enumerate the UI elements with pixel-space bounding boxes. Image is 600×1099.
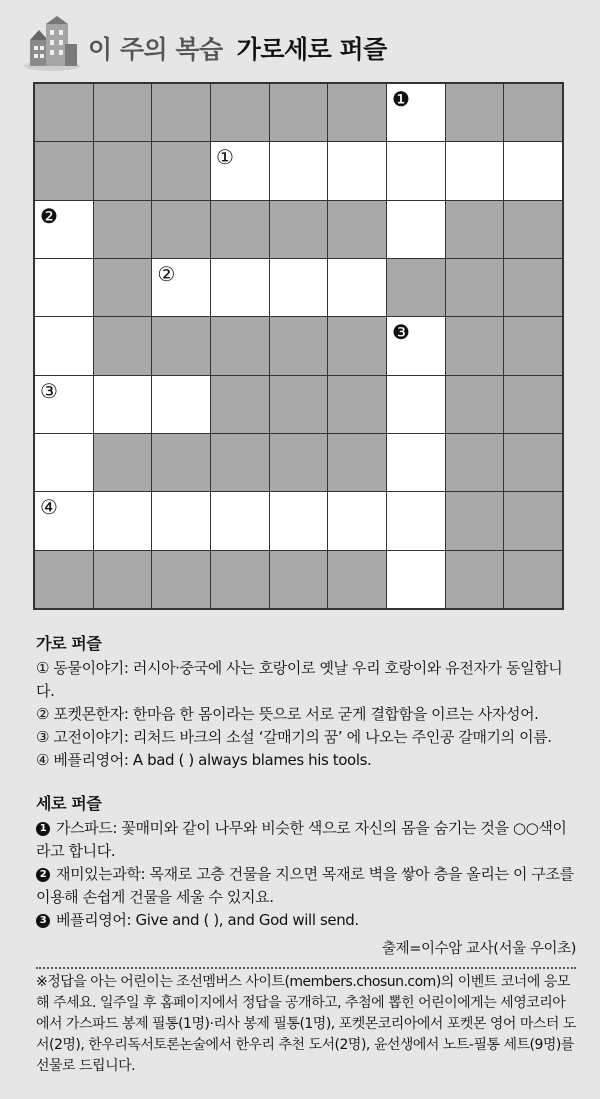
blocked-cell — [94, 551, 152, 608]
title-part1: 이 주의 복습 — [88, 35, 223, 64]
blocked-cell — [328, 434, 386, 491]
blocked-cell — [35, 142, 93, 199]
answer-cell[interactable] — [387, 492, 445, 549]
clue-number: ① — [216, 145, 234, 170]
blocked-cell — [328, 376, 386, 433]
across-clue: ② 포켓몬한자: 한마음 한 몸이라는 뜻으로 서로 굳게 결합함을 이르는 사자성어. — [36, 705, 539, 723]
header — [0, 0, 600, 80]
down-clues — [36, 817, 576, 932]
answer-cell[interactable] — [152, 376, 210, 433]
down-clue-number: 2 — [36, 868, 50, 882]
blocked-cell — [270, 434, 328, 491]
blocked-cell — [152, 201, 210, 258]
building-logo-icon — [22, 14, 82, 72]
crossword-grid — [33, 82, 564, 610]
credit: 출제=이수암 교사(서울 우이초) — [382, 941, 576, 957]
blocked-cell — [270, 84, 328, 141]
blocked-cell — [211, 201, 269, 258]
blocked-cell — [387, 259, 445, 316]
answer-cell[interactable] — [387, 142, 445, 199]
blocked-cell — [446, 551, 504, 608]
blocked-cell — [270, 376, 328, 433]
answer-cell[interactable] — [35, 434, 93, 491]
answer-cell[interactable] — [270, 259, 328, 316]
answer-cell[interactable] — [328, 259, 386, 316]
divider — [36, 967, 576, 969]
blocked-cell — [94, 434, 152, 491]
answer-cell[interactable] — [387, 317, 445, 374]
down-clue-number: 1 — [36, 822, 50, 836]
clue-number: ③ — [40, 378, 58, 403]
answer-cell[interactable] — [446, 142, 504, 199]
blocked-cell — [328, 201, 386, 258]
answer-cell[interactable] — [504, 142, 562, 199]
clue-number: ④ — [40, 495, 58, 520]
answer-cell[interactable] — [35, 492, 93, 549]
across-clue: ④ 베플리영어: A bad ( ) always blames his tools. — [36, 751, 372, 769]
blocked-cell — [504, 551, 562, 608]
answer-cell[interactable] — [35, 317, 93, 374]
blocked-cell — [94, 259, 152, 316]
blocked-cell — [504, 259, 562, 316]
across-clues — [36, 657, 576, 772]
blocked-cell — [446, 317, 504, 374]
blocked-cell — [446, 201, 504, 258]
answer-cell[interactable] — [94, 376, 152, 433]
answer-cell[interactable] — [35, 201, 93, 258]
blocked-cell — [328, 551, 386, 608]
answer-cell[interactable] — [35, 259, 93, 316]
answer-cell[interactable] — [94, 492, 152, 549]
blocked-cell — [152, 317, 210, 374]
blocked-cell — [328, 317, 386, 374]
clue-number: ② — [157, 261, 176, 286]
across-title: 가로 퍼즐 — [36, 634, 102, 653]
blocked-cell — [446, 434, 504, 491]
answer-cell[interactable] — [387, 434, 445, 491]
blocked-cell — [446, 492, 504, 549]
down-clue-number: 3 — [36, 914, 50, 928]
blocked-cell — [94, 142, 152, 199]
down-clue — [36, 817, 576, 863]
answer-cell[interactable] — [211, 492, 269, 549]
answer-cell[interactable] — [387, 376, 445, 433]
entry-note: ※정답을 아는 어린이는 조선멤버스 사이트(members.chosun.com)의 이벤트 코너에 응모해 주세요. 일주일 후 홈페이지에서 정답을 공개하고, 추첨에 뽑힌 어린이에게는 세영코리아에서 가스파드 봉제 필통(1명)·리사 봉제 필통(1명), 포켓몬코리아에서 포켓몬 영어 마스터 도서(2명), 한우리독서토론논술에서 한우리 추천 도서(2명), 윤선생에서 노트-필통 세트(9명)를 선물로 드립니다. — [36, 974, 576, 1074]
answer-cell[interactable] — [328, 492, 386, 549]
clue-number: ❶ — [392, 87, 410, 111]
blocked-cell — [35, 84, 93, 141]
blocked-cell — [152, 142, 210, 199]
blocked-cell — [211, 551, 269, 608]
blocked-cell — [152, 551, 210, 608]
blocked-cell — [504, 84, 562, 141]
answer-cell[interactable] — [152, 492, 210, 549]
clue-number: ❸ — [392, 320, 410, 345]
blocked-cell — [504, 492, 562, 549]
answer-cell[interactable] — [270, 142, 328, 199]
clue-section — [36, 632, 576, 975]
down-clue — [36, 863, 576, 909]
down-title: 세로 퍼즐 — [36, 794, 102, 813]
blocked-cell — [446, 376, 504, 433]
answer-cell[interactable] — [328, 142, 386, 199]
blocked-cell — [211, 376, 269, 433]
blocked-cell — [446, 259, 504, 316]
blocked-cell — [152, 84, 210, 141]
across-clue: ① 동물이야기: 러시아·중국에 사는 호랑이로 옛날 우리 호랑이와 유전자가 동일합니다. — [36, 659, 563, 700]
answer-cell[interactable] — [270, 492, 328, 549]
across-clue: ③ 고전이야기: 리처드 바크의 소설 ‘갈매기의 꿈’ 에 나오는 주인공 갈매기의 이름. — [36, 728, 552, 746]
blocked-cell — [211, 434, 269, 491]
blocked-cell — [328, 84, 386, 141]
page-title — [88, 30, 387, 66]
blocked-cell — [270, 317, 328, 374]
answer-cell[interactable] — [387, 201, 445, 258]
blocked-cell — [94, 84, 152, 141]
blocked-cell — [211, 84, 269, 141]
title-part2: 가로세로 퍼즐 — [236, 35, 387, 64]
blocked-cell — [446, 84, 504, 141]
blocked-cell — [211, 317, 269, 374]
blocked-cell — [152, 434, 210, 491]
down-clue — [36, 909, 576, 932]
blocked-cell — [504, 201, 562, 258]
answer-cell[interactable] — [152, 259, 210, 316]
blocked-cell — [270, 201, 328, 258]
blocked-cell — [94, 317, 152, 374]
blocked-cell — [504, 376, 562, 433]
blocked-cell — [504, 434, 562, 491]
blocked-cell — [504, 317, 562, 374]
blocked-cell — [94, 201, 152, 258]
down-clue-text: 재미있는과학: 목재로 고층 건물을 지으면 목재로 벽을 쌓아 층을 올리는 이 구조를 이용해 손쉽게 건물을 세울 수 있지요. — [36, 865, 574, 906]
down-clue-text: 가스파드: 꽃매미와 같이 나무와 비슷한 색으로 자신의 몸을 숨기는 것을 ○○색이라고 합니다. — [36, 819, 567, 860]
blocked-cell — [270, 551, 328, 608]
answer-cell[interactable] — [211, 259, 269, 316]
answer-cell[interactable] — [211, 142, 269, 199]
answer-cell[interactable] — [387, 551, 445, 608]
answer-cell[interactable] — [387, 84, 445, 141]
answer-cell[interactable] — [35, 376, 93, 433]
down-clue-text: 베플리영어: Give and ( ), and God will send. — [56, 911, 359, 929]
blocked-cell — [35, 551, 93, 608]
clue-number: ❷ — [40, 203, 58, 228]
